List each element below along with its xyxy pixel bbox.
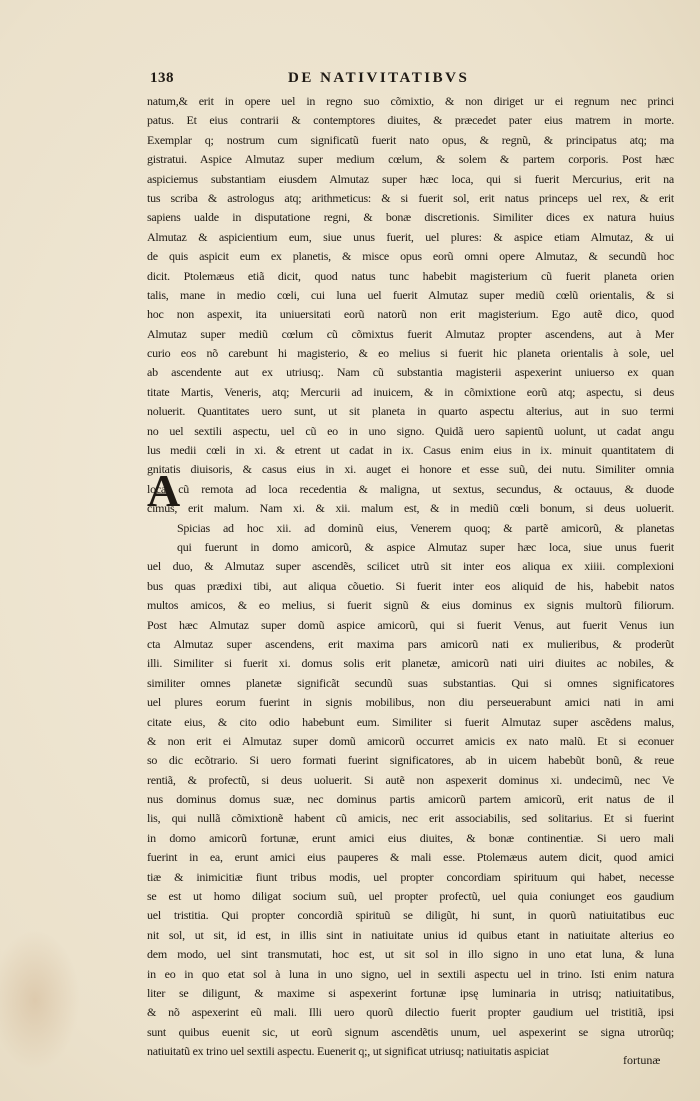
- text-line: natiuitatũ ex trino uel sextili aspectu. Euenerit q;, ut significat utriusq; natiuitatis aspiciat: [147, 1044, 549, 1059]
- text-line: rentiã, & profectũ, si deus uoluerit. Si autẽ non aspexerit dominus xi. undecimũ, nec Ve: [147, 772, 674, 787]
- text-line: aspiciemus substantiam eiusdem Almutaz super hæc loca, qui si fuerit Mercurius, erit na: [147, 171, 674, 186]
- text-line: Almutaz & aspicientium eum, siue unus fuerit, uel plures: & aspice etiam Almutaz, & ui: [147, 229, 674, 244]
- text-line: cta Almutaz super ascendens, erit maxima pars amicorũ nati ex mulieribus, & proderũt: [147, 636, 674, 651]
- paper-stain: [0, 930, 80, 1070]
- text-line: patus. Et eius contrarii & contemptores diuites, & præcedet pater eius matrem in morte.: [147, 113, 674, 128]
- text-line: dicit. Ptolemæus etiã dicit, quod natus tunc habebit magisterium cũ fuerit planeta orien: [147, 268, 674, 283]
- running-title: DE NATIVITATIBVS: [288, 70, 470, 86]
- text-line: citate eius, & cito odio habebunt eum. Similiter si fuerit Almutaz super ascẽdens malus,: [147, 714, 674, 729]
- text-line: in eo in quo etat sol à luna in uno signo, uel in sextili aspectu uel in trino. Isti enim natura: [147, 966, 674, 981]
- text-line: sunt quibus euenit sic, ut eorũ signum ascendẽtis unum, uel aspexerint se signa utrorũq;: [147, 1024, 674, 1039]
- text-line: uel duo, & Almutaz super ascendẽs, scilicet utrũ sit inter eos aliqua ex xiiii. complexioni: [147, 559, 674, 574]
- text-line: lus medii cœli in xi. & etrent ut cadat in ix. Casus enim eius in ix. minuit quantitatem di: [147, 443, 674, 458]
- text-line: noluerit. Quantitates uero sunt, ut sit planeta in quarto aspectu alterius, aut in suo termi: [147, 404, 674, 419]
- text-line: de quis aspicit eum ex planetis, & misce opus eorũ omni opere Almutaz, & secundũ hoc: [147, 249, 674, 264]
- text-line: & nõ aspexerint eũ mali. Illi uero quorũ dilectio fuerit propter gaudium uel tristitiã, ipsi: [147, 1005, 674, 1020]
- text-line: nit sol, ut sit, id est, in illis sint in natiuitate unius id quibus etant in natiuitate alterius eo: [147, 927, 674, 942]
- text-line: curio eos nõ carebunt hi magisterio, & eo melius si fuerit hic planeta orientalis à sole, uel: [147, 346, 674, 361]
- text-line: se est ut homo diligat socium suũ, uel propter profectũ, uel quia coniunget eos gaudium: [147, 889, 674, 904]
- text-line: Almutaz super mediũ cœlum cũ cõmixtus fuerit Almutaz propter ascendens, aut à Mer: [147, 326, 674, 341]
- catchword: fortunæ: [623, 1053, 661, 1067]
- text-line: no uel sextili aspectu, uel cũ eo in uno signo. Quidã uero sapientũ uolunt, ut cadat angu: [147, 423, 674, 438]
- text-line: titate Martis, Veneris, atq; Mercurii ad inuicem, & in cõmixtione eorũ atq; aspectu, si deus: [147, 384, 674, 399]
- text-line: bus quas prædixi tibi, aut aliqua cõuetio. Si fuerit inter eos aliquid de his, habebit natos: [147, 578, 674, 593]
- text-line: ab ascendente aut ex utriusq;. Nam cũ substantia magisterii aspexerint uniuerso ex quan: [147, 365, 674, 380]
- text-line: natum,& erit in opere uel in regno suo cõmixtio, & non diriget ur ei regnum nec princi: [147, 94, 674, 108]
- text-line: tus scriba & astrologus atq; arithmeticus: & si fuerit sol, erit natus princeps uel rex, & erit: [147, 190, 674, 205]
- text-line: nus dominus domus suæ, nec dominus partis amicorũ partem amicorũ, erit natus de il: [147, 792, 674, 807]
- text-line: uel tristitia. Qui propter concordiã spirituũ se diligũt, hi sunt, in quorũ natiuitatibus euc: [147, 908, 674, 923]
- text-line: multos amicos, & eo melius, si fuerit signũ & eius dominus ex signis multorũ filiorum.: [147, 598, 674, 613]
- text-line: talis, mane in medio cœli, cui luna uel fuerit Almutaz super mediũ cœlũ orientalis, & si: [147, 287, 674, 302]
- text-line: cimus, erit malum. Nam xi. & xii. malum est, & in mediũ cœli bonum, si deus uoluerit.: [147, 501, 674, 516]
- text-line: so dic ecõtrario. Si uero formati fuerint significatores, ab in uicem habebũt bonũ, & reue: [147, 753, 674, 768]
- text-line: tiæ & inimicitiæ fiunt tribus modis, uel propter concordiam spirituum qui habet, necesse: [147, 869, 674, 884]
- text-line: gistratui. Aspice Almutaz super medium cœlum, & solem & partem corporis. Post hæc: [147, 152, 674, 167]
- drop-capital: A: [147, 465, 181, 516]
- text-line: in domo amicorũ fortunæ, erunt amici eius diuites, & bonæ continentiæ. Si uero mali: [147, 830, 674, 845]
- text-line: sapiens ualde in disputatione regni, & bonæ discretionis. Similiter dices ex natura huius: [147, 210, 674, 225]
- text-line: similiter omnes planetæ significãt secundũ suas substantias. Qui si omnes significatores: [147, 675, 674, 690]
- text-line: illi. Similiter si fuerit xi. domus solis erit planetæ, amicorũ nati uiri diuites ac nobiles, &: [147, 656, 674, 671]
- text-block: [147, 92, 674, 1062]
- text-line: hoc non aspexit, ita uniuersitati eorũ natorũ non erit magisterium. Ego autẽ dico, quod: [147, 307, 674, 322]
- text-line: gnitatis diuisoris, & casus eius in xi. auget ei honore et esse suũ, dei nutu. Similiter omnia: [147, 462, 674, 477]
- page-header: [150, 70, 530, 92]
- text-line: uel plures eorum fuerint in signis mobilibus, non diu perseuerabunt amici nati in ami: [147, 695, 674, 710]
- text-line: loca cũ remota ad loca recedentia & maligna, ut sextus, secundus, & octauus, & duode: [147, 481, 674, 496]
- text-line: & non erit ei Almutaz super domũ amicorũ occurret amicis ex nato malũ. Et si econuer: [147, 733, 674, 748]
- text-line: Post hæc Almutaz super domũ aspice amicorũ, qui si fuerit Venus, aut fuerit Venus iun: [147, 617, 674, 632]
- text-line: Exemplar q; nostrum cum significatũ fuerit nato opus, & regnũ, & principatus atq; ma: [147, 132, 674, 147]
- text-line: lis, qui nullã cõmixtionẽ habent cũ amicis, nec erit associabilis, sed solitarius. Et si fuerint: [147, 811, 674, 826]
- text-line: dem modo, uel sint transmutati, hoc est, ut sit sol in illo signo in uno etat luna, & luna: [147, 947, 674, 962]
- text-line: fuerint in ea, erunt amici eius pauperes & mali esse. Ptolemæus autem dicit, quod amici: [147, 850, 674, 865]
- text-line: Spicias ad hoc xii. ad dominũ eius, Venerem quoq; & partẽ amicorũ, & planetas: [177, 520, 674, 535]
- text-line: liter se diligunt, & maxime si aspexerint fortunæ ipsę luminaria in utrisq; natiuitatibus,: [147, 985, 674, 1000]
- folio-number: 138: [150, 70, 174, 86]
- text-line: qui fuerunt in domo amicorũ, & aspice Almutaz super hæc loca, siue unus fuerit: [177, 539, 674, 554]
